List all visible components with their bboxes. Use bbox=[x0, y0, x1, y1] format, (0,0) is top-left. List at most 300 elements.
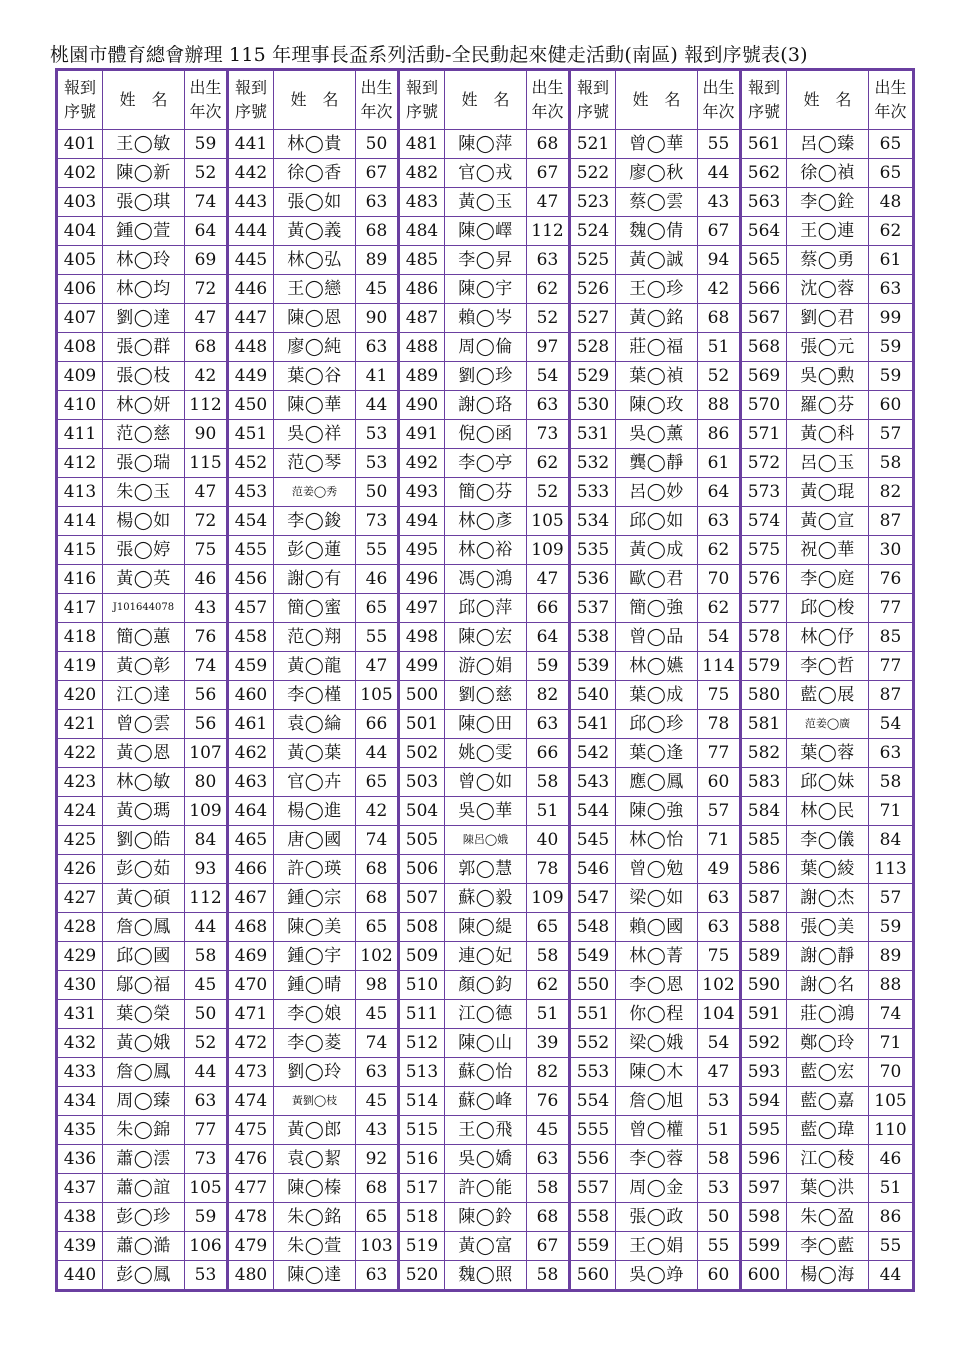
cell-birth-year: 42 bbox=[185, 362, 228, 391]
cell-number: 516 bbox=[399, 1145, 445, 1174]
cell-birth-year: 89 bbox=[869, 942, 914, 971]
cell-birth-year: 86 bbox=[869, 1203, 914, 1232]
cell-name: 鍾◯宇 bbox=[274, 942, 356, 971]
cell-birth-year: 58 bbox=[869, 768, 914, 797]
cell-birth-year: 90 bbox=[185, 420, 228, 449]
cell-birth-year: 63 bbox=[869, 275, 914, 304]
cell-name: 張◯琪 bbox=[103, 188, 185, 217]
table-header bbox=[57, 70, 914, 130]
cell-birth-year: 59 bbox=[185, 130, 228, 159]
cell-birth-year: 72 bbox=[185, 507, 228, 536]
cell-birth-year: 93 bbox=[185, 855, 228, 884]
cell-number: 561 bbox=[741, 130, 787, 159]
cell-number: 600 bbox=[741, 1261, 787, 1291]
table-row bbox=[57, 1029, 914, 1058]
cell-name: 廖◯純 bbox=[274, 333, 356, 362]
cell-number: 581 bbox=[741, 710, 787, 739]
cell-number: 473 bbox=[228, 1058, 274, 1087]
cell-name: 李◯庭 bbox=[787, 565, 869, 594]
cell-number: 488 bbox=[399, 333, 445, 362]
cell-birth-year: 77 bbox=[185, 1116, 228, 1145]
cell-name: 賴◯岑 bbox=[445, 304, 527, 333]
cell-number: 511 bbox=[399, 1000, 445, 1029]
cell-name: 李◯娘 bbox=[274, 1000, 356, 1029]
cell-name: 王◯飛 bbox=[445, 1116, 527, 1145]
cell-name: 簡◯蕙 bbox=[103, 623, 185, 652]
header-number-text: 序號 bbox=[405, 102, 438, 121]
cell-number: 455 bbox=[228, 536, 274, 565]
cell-birth-year: 45 bbox=[356, 275, 399, 304]
cell-birth-year: 76 bbox=[869, 565, 914, 594]
cell-number: 419 bbox=[57, 652, 103, 681]
cell-birth-year: 47 bbox=[527, 565, 570, 594]
cell-birth-year: 49 bbox=[698, 855, 741, 884]
cell-number: 551 bbox=[570, 1000, 616, 1029]
cell-name: 梁◯如 bbox=[616, 884, 698, 913]
cell-birth-year: 46 bbox=[356, 565, 399, 594]
cell-number: 441 bbox=[228, 130, 274, 159]
cell-name: 葉◯逢 bbox=[616, 739, 698, 768]
cell-name: 謝◯杰 bbox=[787, 884, 869, 913]
cell-number: 461 bbox=[228, 710, 274, 739]
cell-name: 龔◯靜 bbox=[616, 449, 698, 478]
cell-birth-year: 72 bbox=[185, 275, 228, 304]
cell-birth-year: 105 bbox=[356, 681, 399, 710]
cell-number: 522 bbox=[570, 159, 616, 188]
cell-name: 林◯嬿 bbox=[616, 652, 698, 681]
cell-birth-year: 77 bbox=[869, 652, 914, 681]
cell-number: 423 bbox=[57, 768, 103, 797]
cell-birth-year: 65 bbox=[869, 130, 914, 159]
cell-birth-year: 50 bbox=[698, 1203, 741, 1232]
table-row bbox=[57, 130, 914, 159]
cell-birth-year: 65 bbox=[356, 913, 399, 942]
cell-number: 420 bbox=[57, 681, 103, 710]
cell-name: 朱◯萱 bbox=[274, 1232, 356, 1261]
cell-name: 魏◯照 bbox=[445, 1261, 527, 1291]
cell-birth-year: 56 bbox=[185, 681, 228, 710]
cell-name: 吳◯薰 bbox=[616, 420, 698, 449]
cell-number: 487 bbox=[399, 304, 445, 333]
cell-number: 483 bbox=[399, 188, 445, 217]
cell-number: 570 bbox=[741, 391, 787, 420]
cell-birth-year: 59 bbox=[527, 652, 570, 681]
cell-birth-year: 58 bbox=[527, 1261, 570, 1291]
cell-birth-year: 77 bbox=[698, 739, 741, 768]
cell-birth-year: 106 bbox=[185, 1232, 228, 1261]
table-row bbox=[57, 1261, 914, 1291]
cell-birth-year: 52 bbox=[527, 304, 570, 333]
cell-birth-year: 39 bbox=[527, 1029, 570, 1058]
cell-number: 560 bbox=[570, 1261, 616, 1291]
cell-name: 蘇◯峰 bbox=[445, 1087, 527, 1116]
cell-number: 537 bbox=[570, 594, 616, 623]
cell-birth-year: 98 bbox=[356, 971, 399, 1000]
cell-name: 鍾◯宗 bbox=[274, 884, 356, 913]
cell-birth-year: 46 bbox=[869, 1145, 914, 1174]
cell-number: 446 bbox=[228, 275, 274, 304]
cell-birth-year: 55 bbox=[698, 1232, 741, 1261]
cell-birth-year: 55 bbox=[356, 623, 399, 652]
table-row bbox=[57, 362, 914, 391]
cell-name: 張◯美 bbox=[787, 913, 869, 942]
cell-name: 黃◯葉 bbox=[274, 739, 356, 768]
cell-number: 444 bbox=[228, 217, 274, 246]
cell-number: 588 bbox=[741, 913, 787, 942]
cell-birth-year: 68 bbox=[356, 855, 399, 884]
cell-name: 陳◯山 bbox=[445, 1029, 527, 1058]
cell-number: 563 bbox=[741, 188, 787, 217]
cell-number: 538 bbox=[570, 623, 616, 652]
cell-birth-year: 85 bbox=[869, 623, 914, 652]
cell-number: 467 bbox=[228, 884, 274, 913]
cell-birth-year: 45 bbox=[356, 1000, 399, 1029]
header-name-text: 姓 名 bbox=[290, 90, 339, 109]
cell-birth-year: 44 bbox=[356, 739, 399, 768]
header-name bbox=[274, 70, 356, 130]
cell-number: 582 bbox=[741, 739, 787, 768]
cell-number: 556 bbox=[570, 1145, 616, 1174]
cell-birth-year: 42 bbox=[698, 275, 741, 304]
cell-number: 572 bbox=[741, 449, 787, 478]
header-number-text: 報到 bbox=[405, 78, 438, 97]
cell-name: 葉◯禎 bbox=[616, 362, 698, 391]
cell-number: 569 bbox=[741, 362, 787, 391]
cell-number: 514 bbox=[399, 1087, 445, 1116]
table-row bbox=[57, 797, 914, 826]
cell-number: 555 bbox=[570, 1116, 616, 1145]
cell-number: 519 bbox=[399, 1232, 445, 1261]
cell-birth-year: 77 bbox=[869, 594, 914, 623]
cell-name: 黃◯銘 bbox=[616, 304, 698, 333]
cell-birth-year: 57 bbox=[698, 797, 741, 826]
header-name-text: 姓 名 bbox=[803, 90, 852, 109]
cell-birth-year: 47 bbox=[185, 478, 228, 507]
cell-name: 曾◯勉 bbox=[616, 855, 698, 884]
cell-name: 陳◯田 bbox=[445, 710, 527, 739]
cell-name: 林◯民 bbox=[787, 797, 869, 826]
cell-number: 479 bbox=[228, 1232, 274, 1261]
cell-name: 吳◯勲 bbox=[787, 362, 869, 391]
cell-birth-year: 41 bbox=[356, 362, 399, 391]
table-row bbox=[57, 652, 914, 681]
header-name-text: 姓 名 bbox=[119, 90, 168, 109]
cell-name: 黃◯科 bbox=[787, 420, 869, 449]
cell-birth-year: 73 bbox=[185, 1145, 228, 1174]
cell-number: 447 bbox=[228, 304, 274, 333]
table-row bbox=[57, 536, 914, 565]
cell-birth-year: 44 bbox=[356, 391, 399, 420]
cell-birth-year: 62 bbox=[527, 449, 570, 478]
cell-name: 李◯槿 bbox=[274, 681, 356, 710]
cell-number: 469 bbox=[228, 942, 274, 971]
header-birth-year bbox=[185, 70, 228, 130]
cell-birth-year: 63 bbox=[527, 710, 570, 739]
cell-name: 林◯伃 bbox=[787, 623, 869, 652]
cell-birth-year: 63 bbox=[698, 884, 741, 913]
cell-number: 575 bbox=[741, 536, 787, 565]
cell-name: 黃◯龍 bbox=[274, 652, 356, 681]
cell-name: 蔡◯勇 bbox=[787, 246, 869, 275]
cell-number: 542 bbox=[570, 739, 616, 768]
cell-birth-year: 51 bbox=[698, 333, 741, 362]
table-row bbox=[57, 1232, 914, 1261]
cell-birth-year: 47 bbox=[527, 188, 570, 217]
cell-number: 521 bbox=[570, 130, 616, 159]
header-birth-year-text: 年次 bbox=[874, 102, 907, 121]
cell-name: 歐◯君 bbox=[616, 565, 698, 594]
cell-number: 552 bbox=[570, 1029, 616, 1058]
cell-number: 471 bbox=[228, 1000, 274, 1029]
cell-number: 406 bbox=[57, 275, 103, 304]
cell-name: 羅◯芬 bbox=[787, 391, 869, 420]
cell-birth-year: 102 bbox=[356, 942, 399, 971]
cell-birth-year: 65 bbox=[356, 1203, 399, 1232]
cell-number: 532 bbox=[570, 449, 616, 478]
cell-birth-year: 73 bbox=[356, 507, 399, 536]
cell-birth-year: 58 bbox=[527, 1174, 570, 1203]
cell-birth-year: 74 bbox=[869, 1000, 914, 1029]
cell-name: 范◯慈 bbox=[103, 420, 185, 449]
cell-birth-year: 61 bbox=[869, 246, 914, 275]
cell-birth-year: 40 bbox=[527, 826, 570, 855]
cell-name: 陳◯鈴 bbox=[445, 1203, 527, 1232]
cell-name: 沈◯蓉 bbox=[787, 275, 869, 304]
table-row bbox=[57, 246, 914, 275]
cell-number: 587 bbox=[741, 884, 787, 913]
cell-number: 482 bbox=[399, 159, 445, 188]
cell-number: 498 bbox=[399, 623, 445, 652]
cell-number: 438 bbox=[57, 1203, 103, 1232]
header-name-text: 姓 名 bbox=[632, 90, 681, 109]
cell-number: 411 bbox=[57, 420, 103, 449]
cell-number: 512 bbox=[399, 1029, 445, 1058]
cell-birth-year: 62 bbox=[527, 275, 570, 304]
table-row bbox=[57, 971, 914, 1000]
cell-name: 陳◯宏 bbox=[445, 623, 527, 652]
cell-birth-year: 103 bbox=[356, 1232, 399, 1261]
cell-birth-year: 60 bbox=[698, 768, 741, 797]
cell-name: 魏◯倩 bbox=[616, 217, 698, 246]
cell-name: 應◯鳳 bbox=[616, 768, 698, 797]
cell-birth-year: 82 bbox=[869, 478, 914, 507]
cell-name: 林◯妍 bbox=[103, 391, 185, 420]
cell-number: 536 bbox=[570, 565, 616, 594]
cell-birth-year: 63 bbox=[698, 507, 741, 536]
table-row bbox=[57, 1116, 914, 1145]
cell-name: 曾◯品 bbox=[616, 623, 698, 652]
cell-birth-year: 99 bbox=[869, 304, 914, 333]
cell-number: 475 bbox=[228, 1116, 274, 1145]
cell-name: 許◯瑛 bbox=[274, 855, 356, 884]
cell-birth-year: 43 bbox=[185, 594, 228, 623]
cell-number: 580 bbox=[741, 681, 787, 710]
cell-birth-year: 47 bbox=[698, 1058, 741, 1087]
cell-birth-year: 110 bbox=[869, 1116, 914, 1145]
cell-name: 劉◯達 bbox=[103, 304, 185, 333]
table-row bbox=[57, 913, 914, 942]
header-birth-year-text: 出生 bbox=[874, 78, 907, 97]
cell-name: 楊◯海 bbox=[787, 1261, 869, 1291]
cell-number: 495 bbox=[399, 536, 445, 565]
cell-birth-year: 105 bbox=[527, 507, 570, 536]
cell-number: 566 bbox=[741, 275, 787, 304]
cell-number: 415 bbox=[57, 536, 103, 565]
cell-name: 葉◯蓉 bbox=[787, 739, 869, 768]
cell-name: 張◯元 bbox=[787, 333, 869, 362]
cell-number: 493 bbox=[399, 478, 445, 507]
cell-number: 513 bbox=[399, 1058, 445, 1087]
cell-number: 507 bbox=[399, 884, 445, 913]
cell-birth-year: 51 bbox=[698, 1116, 741, 1145]
cell-birth-year: 60 bbox=[869, 391, 914, 420]
cell-name: 唐◯國 bbox=[274, 826, 356, 855]
cell-birth-year: 87 bbox=[869, 507, 914, 536]
cell-name: 呂◯玉 bbox=[787, 449, 869, 478]
cell-birth-year: 50 bbox=[356, 478, 399, 507]
cell-number: 571 bbox=[741, 420, 787, 449]
cell-number: 413 bbox=[57, 478, 103, 507]
cell-birth-year: 64 bbox=[527, 623, 570, 652]
cell-number: 550 bbox=[570, 971, 616, 1000]
cell-name: 黃◯宣 bbox=[787, 507, 869, 536]
cell-number: 592 bbox=[741, 1029, 787, 1058]
cell-number: 525 bbox=[570, 246, 616, 275]
cell-number: 404 bbox=[57, 217, 103, 246]
cell-name: 黃◯娥 bbox=[103, 1029, 185, 1058]
cell-number: 418 bbox=[57, 623, 103, 652]
cell-name: 顏◯鈞 bbox=[445, 971, 527, 1000]
cell-number: 524 bbox=[570, 217, 616, 246]
cell-number: 457 bbox=[228, 594, 274, 623]
cell-number: 456 bbox=[228, 565, 274, 594]
cell-name: 林◯怡 bbox=[616, 826, 698, 855]
cell-number: 517 bbox=[399, 1174, 445, 1203]
cell-name: 林◯彥 bbox=[445, 507, 527, 536]
cell-birth-year: 56 bbox=[185, 710, 228, 739]
page-title: 桃園市體育總會辦理 115 年理事長盃系列活動-全民動起來健走活動(南區) 報到序號表(3) bbox=[50, 44, 808, 66]
cell-name: 葉◯榮 bbox=[103, 1000, 185, 1029]
cell-name: 劉◯珍 bbox=[445, 362, 527, 391]
header-number bbox=[741, 70, 787, 130]
table-row bbox=[57, 1174, 914, 1203]
cell-birth-year: 65 bbox=[869, 159, 914, 188]
cell-birth-year: 64 bbox=[698, 478, 741, 507]
cell-number: 432 bbox=[57, 1029, 103, 1058]
cell-birth-year: 45 bbox=[185, 971, 228, 1000]
table-row bbox=[57, 1087, 914, 1116]
cell-name: 范◯琴 bbox=[274, 449, 356, 478]
cell-number: 478 bbox=[228, 1203, 274, 1232]
cell-birth-year: 67 bbox=[698, 217, 741, 246]
cell-number: 435 bbox=[57, 1116, 103, 1145]
cell-birth-year: 68 bbox=[356, 217, 399, 246]
cell-name: 陳◯榛 bbox=[274, 1174, 356, 1203]
cell-number: 449 bbox=[228, 362, 274, 391]
cell-birth-year: 66 bbox=[527, 739, 570, 768]
cell-number: 506 bbox=[399, 855, 445, 884]
cell-name: 陳◯萍 bbox=[445, 130, 527, 159]
cell-birth-year: 46 bbox=[185, 565, 228, 594]
cell-birth-year: 75 bbox=[185, 536, 228, 565]
table-row bbox=[57, 449, 914, 478]
cell-number: 520 bbox=[399, 1261, 445, 1291]
cell-birth-year: 68 bbox=[527, 130, 570, 159]
header-birth-year-text: 年次 bbox=[531, 102, 564, 121]
cell-name: 謝◯靜 bbox=[787, 942, 869, 971]
cell-name: 姚◯雯 bbox=[445, 739, 527, 768]
cell-name: 楊◯如 bbox=[103, 507, 185, 536]
cell-number: 408 bbox=[57, 333, 103, 362]
cell-name: 徐◯禎 bbox=[787, 159, 869, 188]
cell-number: 443 bbox=[228, 188, 274, 217]
cell-number: 568 bbox=[741, 333, 787, 362]
cell-name: 周◯臻 bbox=[103, 1087, 185, 1116]
table-row bbox=[57, 710, 914, 739]
cell-name: 陳◯華 bbox=[274, 391, 356, 420]
cell-name: 藍◯宏 bbox=[787, 1058, 869, 1087]
cell-birth-year: 58 bbox=[869, 449, 914, 478]
cell-birth-year: 54 bbox=[527, 362, 570, 391]
cell-number: 460 bbox=[228, 681, 274, 710]
cell-birth-year: 60 bbox=[698, 1261, 741, 1291]
cell-number: 501 bbox=[399, 710, 445, 739]
cell-birth-year: 76 bbox=[527, 1087, 570, 1116]
cell-number: 584 bbox=[741, 797, 787, 826]
cell-number: 450 bbox=[228, 391, 274, 420]
cell-name: 陳◯玫 bbox=[616, 391, 698, 420]
cell-name: 藍◯嘉 bbox=[787, 1087, 869, 1116]
cell-birth-year: 78 bbox=[698, 710, 741, 739]
cell-number: 497 bbox=[399, 594, 445, 623]
cell-number: 421 bbox=[57, 710, 103, 739]
cell-name: 簡◯強 bbox=[616, 594, 698, 623]
cell-name: 陳呂◯娥 bbox=[445, 826, 527, 855]
cell-name: 蔡◯雲 bbox=[616, 188, 698, 217]
cell-number: 458 bbox=[228, 623, 274, 652]
cell-number: 548 bbox=[570, 913, 616, 942]
cell-number: 401 bbox=[57, 130, 103, 159]
cell-birth-year: 53 bbox=[185, 1261, 228, 1291]
cell-number: 597 bbox=[741, 1174, 787, 1203]
cell-birth-year: 63 bbox=[869, 739, 914, 768]
cell-birth-year: 43 bbox=[356, 1116, 399, 1145]
cell-number: 477 bbox=[228, 1174, 274, 1203]
cell-name: 范姜◯秀 bbox=[274, 478, 356, 507]
cell-name: 鍾◯晴 bbox=[274, 971, 356, 1000]
cell-birth-year: 63 bbox=[527, 246, 570, 275]
cell-number: 515 bbox=[399, 1116, 445, 1145]
cell-name: 邱◯如 bbox=[616, 507, 698, 536]
header-birth-year-text: 年次 bbox=[702, 102, 735, 121]
cell-name: 王◯敏 bbox=[103, 130, 185, 159]
cell-birth-year: 84 bbox=[869, 826, 914, 855]
table-row bbox=[57, 217, 914, 246]
cell-birth-year: 63 bbox=[698, 913, 741, 942]
cell-name: 郭◯慧 bbox=[445, 855, 527, 884]
cell-number: 589 bbox=[741, 942, 787, 971]
cell-number: 464 bbox=[228, 797, 274, 826]
cell-name: 謝◯名 bbox=[787, 971, 869, 1000]
cell-number: 494 bbox=[399, 507, 445, 536]
cell-birth-year: 105 bbox=[869, 1087, 914, 1116]
cell-name: 張◯群 bbox=[103, 333, 185, 362]
cell-number: 578 bbox=[741, 623, 787, 652]
cell-name: 林◯弘 bbox=[274, 246, 356, 275]
cell-number: 534 bbox=[570, 507, 616, 536]
cell-name: 王◯連 bbox=[787, 217, 869, 246]
cell-birth-year: 58 bbox=[527, 768, 570, 797]
